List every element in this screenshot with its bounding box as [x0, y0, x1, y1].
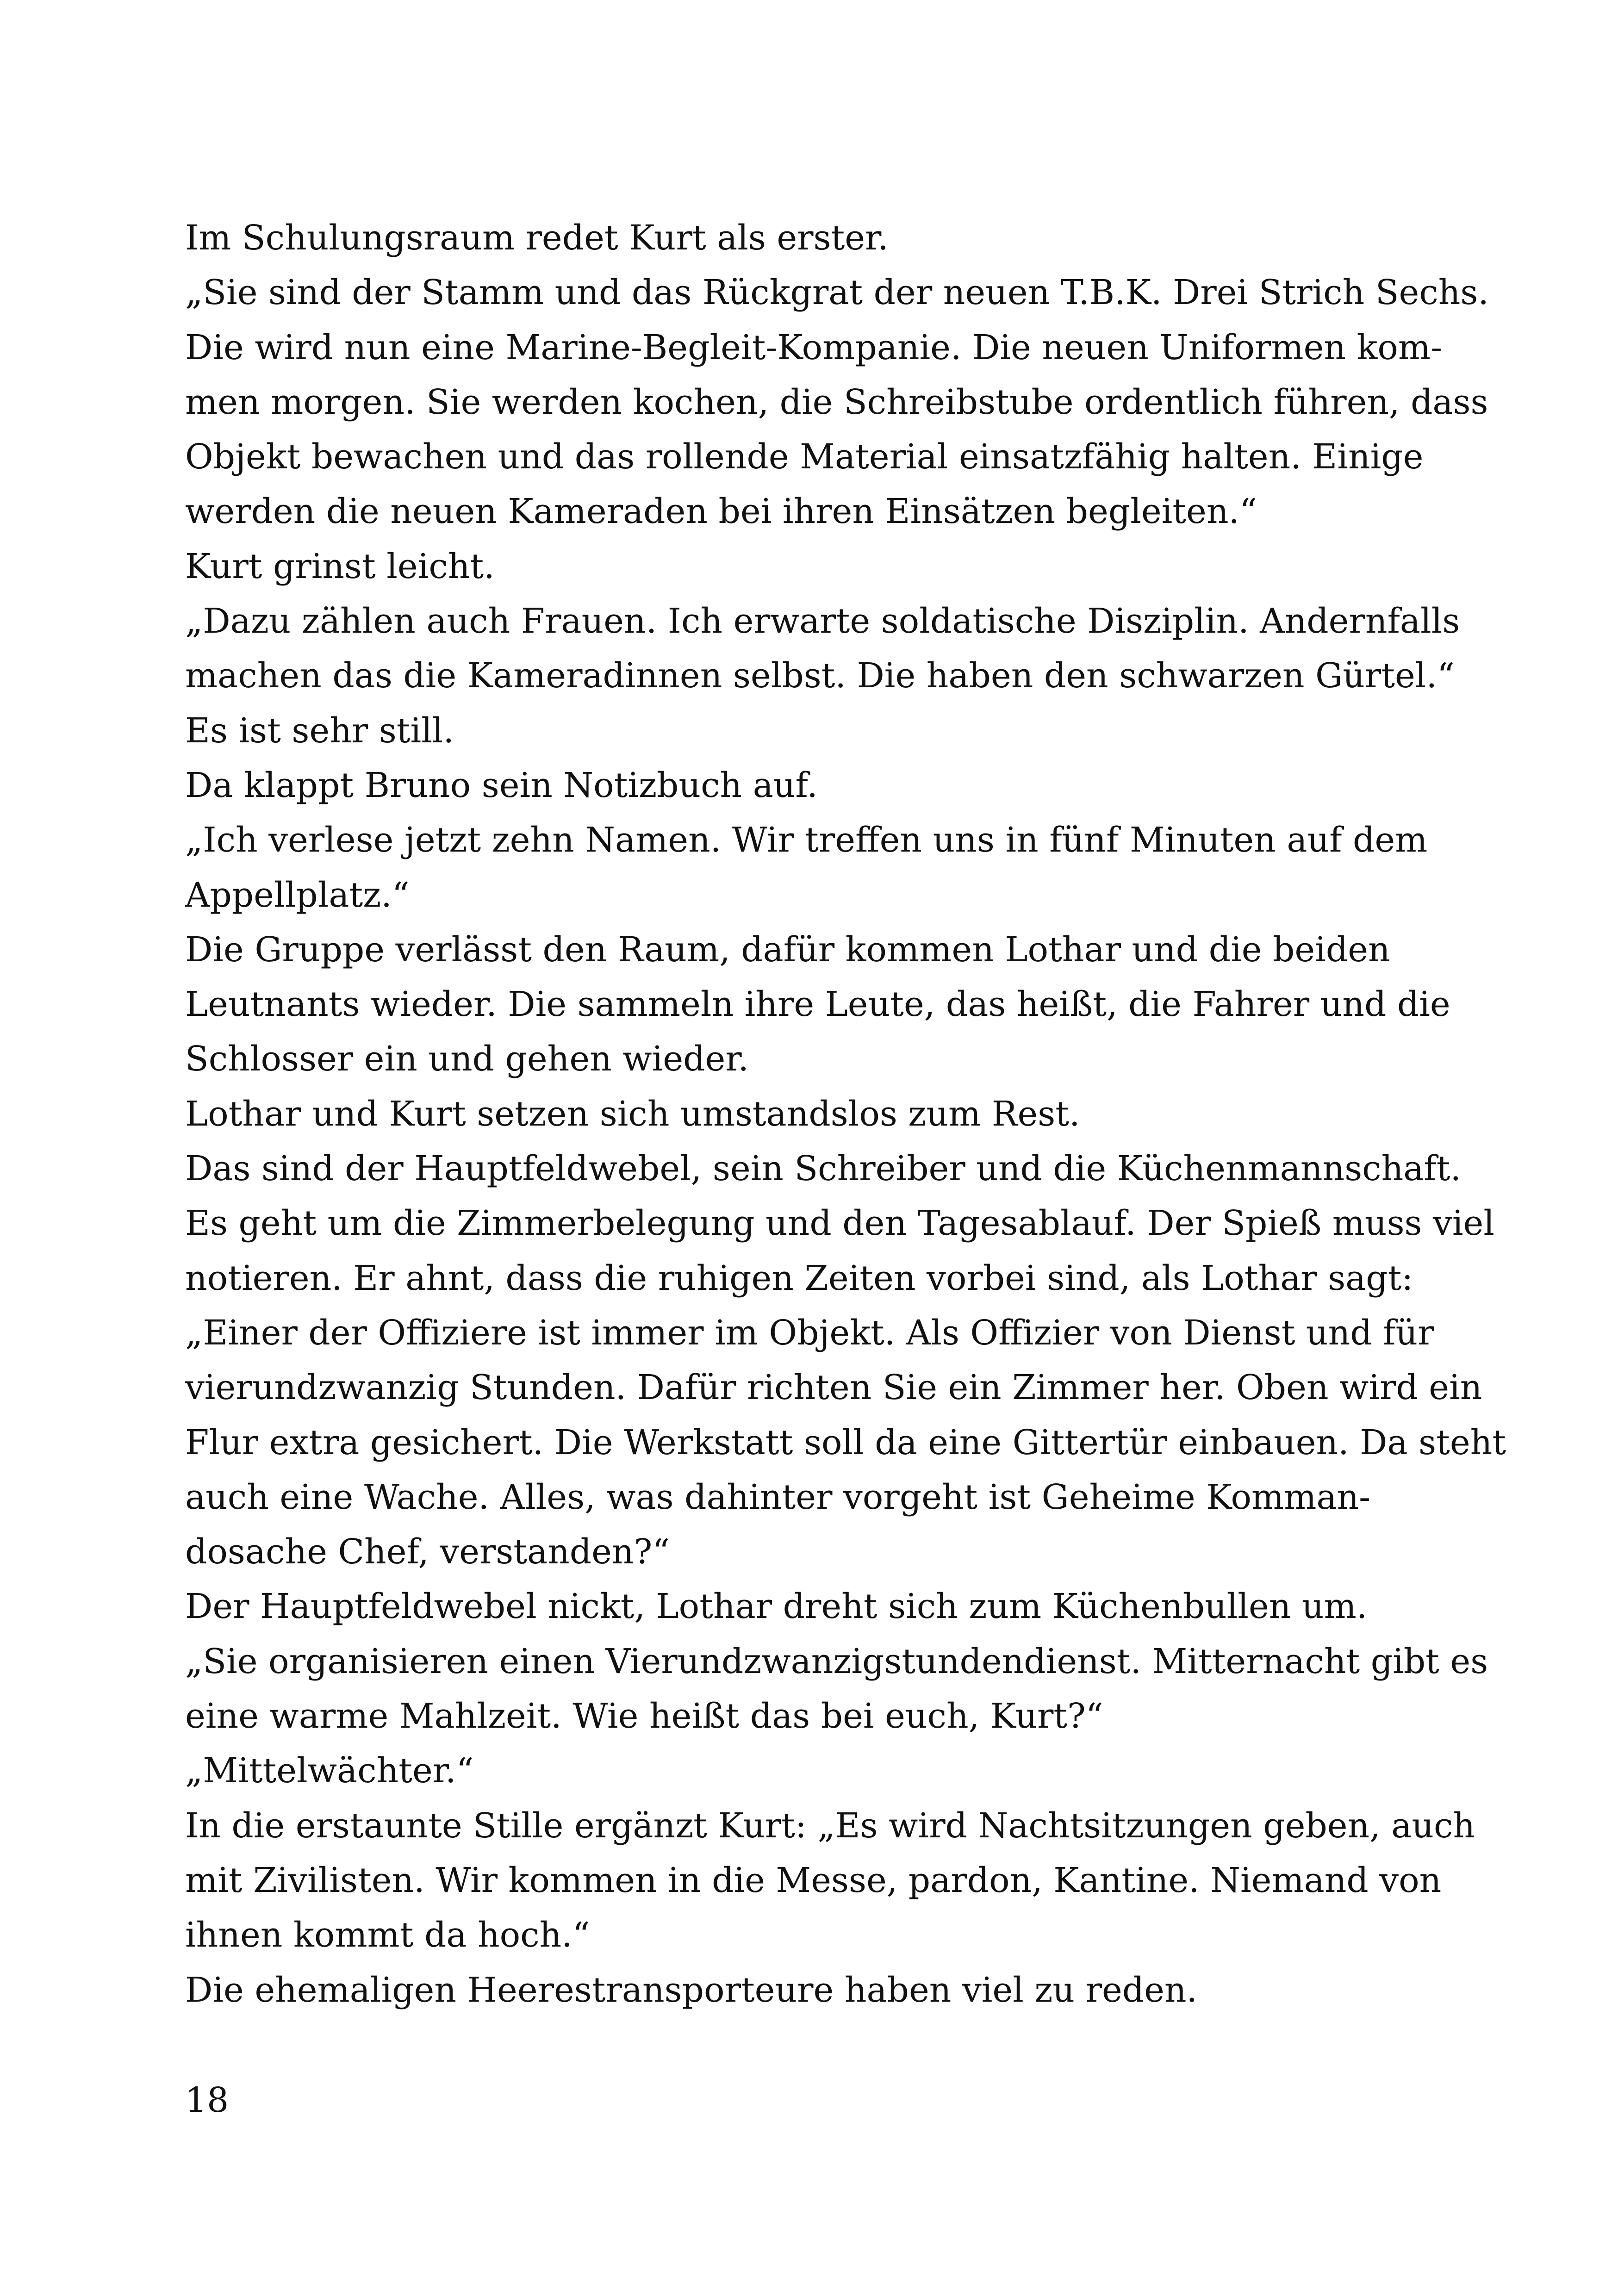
text-line: Kurt grinst leicht. — [185, 546, 495, 586]
text-line: Appellplatz.“ — [185, 875, 410, 915]
text-line: Im Schulungsraum redet Kurt als erster. — [185, 218, 889, 258]
text-line: „Einer der Offiziere ist immer im Objekt. Als Offizier von Dienst und für — [185, 1313, 1434, 1353]
text-line: werden die neuen Kameraden bei ihren Einsätzen begleiten.“ — [185, 492, 1257, 532]
text-line: Flur extra gesichert. Die Werkstatt soll da eine Gittertür einbauen. Da steht — [185, 1422, 1506, 1462]
text-line: Schlosser ein und gehen wieder. — [185, 1039, 749, 1079]
text-line: men morgen. Sie werden kochen, die Schreibstube ordentlich führen, dass — [185, 382, 1488, 422]
text-line: ihnen kommt da hoch.“ — [185, 1915, 590, 1955]
text-line: Da klappt Bruno sein Notizbuch auf. — [185, 765, 818, 805]
text-line: „Sie sind der Stamm und das Rückgrat der neuen T.B.K. Drei Strich Sechs. — [185, 273, 1489, 313]
text-line: notieren. Er ahnt, dass die ruhigen Zeiten vorbei sind, als Lothar sagt: — [185, 1258, 1413, 1298]
text-line: Der Hauptfeldwebel nickt, Lothar dreht sich zum Küchenbullen um. — [185, 1587, 1368, 1627]
text-line: Die Gruppe verlässt den Raum, dafür kommen Lothar und die beiden — [185, 929, 1390, 970]
page-number: 18 — [185, 2080, 229, 2120]
text-line: „Mittelwächter.“ — [185, 1751, 474, 1791]
text-line: auch eine Wache. Alles, was dahinter vorgeht ist Geheime Komman- — [185, 1477, 1371, 1517]
text-line: Es ist sehr still. — [185, 710, 454, 751]
text-line: dosache Chef, verstanden?“ — [185, 1532, 670, 1572]
text-line: Objekt bewachen und das rollende Material einsatzfähig halten. Einige — [185, 437, 1424, 477]
text-line: Das sind der Hauptfeldwebel, sein Schreiber und die Küchenmannschaft. — [185, 1149, 1462, 1189]
text-line: mit Zivilisten. Wir kommen in die Messe, pardon, Kantine. Niemand von — [185, 1860, 1442, 1900]
text-line: Die wird nun eine Marine-Begleit-Kompanie. Die neuen Uniformen kom- — [185, 327, 1443, 367]
body-text — [185, 211, 1506, 2017]
text-line: eine warme Mahlzeit. Wie heißt das bei euch, Kurt?“ — [185, 1696, 1103, 1736]
text-line: vierundzwanzig Stunden. Dafür richten Sie ein Zimmer her. Oben wird ein — [185, 1368, 1482, 1408]
text-line: Lothar und Kurt setzen sich umstandslos zum Rest. — [185, 1094, 1080, 1134]
text-line: „Ich verlese jetzt zehn Namen. Wir treffen uns in fünf Minuten auf dem — [185, 820, 1428, 860]
text-line: „Dazu zählen auch Frauen. Ich erwarte soldatische Disziplin. Andernfalls — [185, 601, 1460, 641]
text-line: Es geht um die Zimmerbelegung und den Tagesablauf. Der Spieß muss viel — [185, 1203, 1494, 1244]
text-line: Die ehemaligen Heerestransporteure haben viel zu reden. — [185, 1970, 1198, 2010]
text-line: In die erstaunte Stille ergänzt Kurt: „Es wird Nachtsitzungen geben, auch — [185, 1805, 1475, 1846]
text-line: „Sie organisieren einen Vierundzwanzigstundendienst. Mitternacht gibt es — [185, 1641, 1488, 1681]
text-line: machen das die Kameradinnen selbst. Die haben den schwarzen Gürtel.“ — [185, 656, 1455, 696]
text-line: Leutnants wieder. Die sammeln ihre Leute, das heißt, die Fahrer und die — [185, 984, 1450, 1025]
